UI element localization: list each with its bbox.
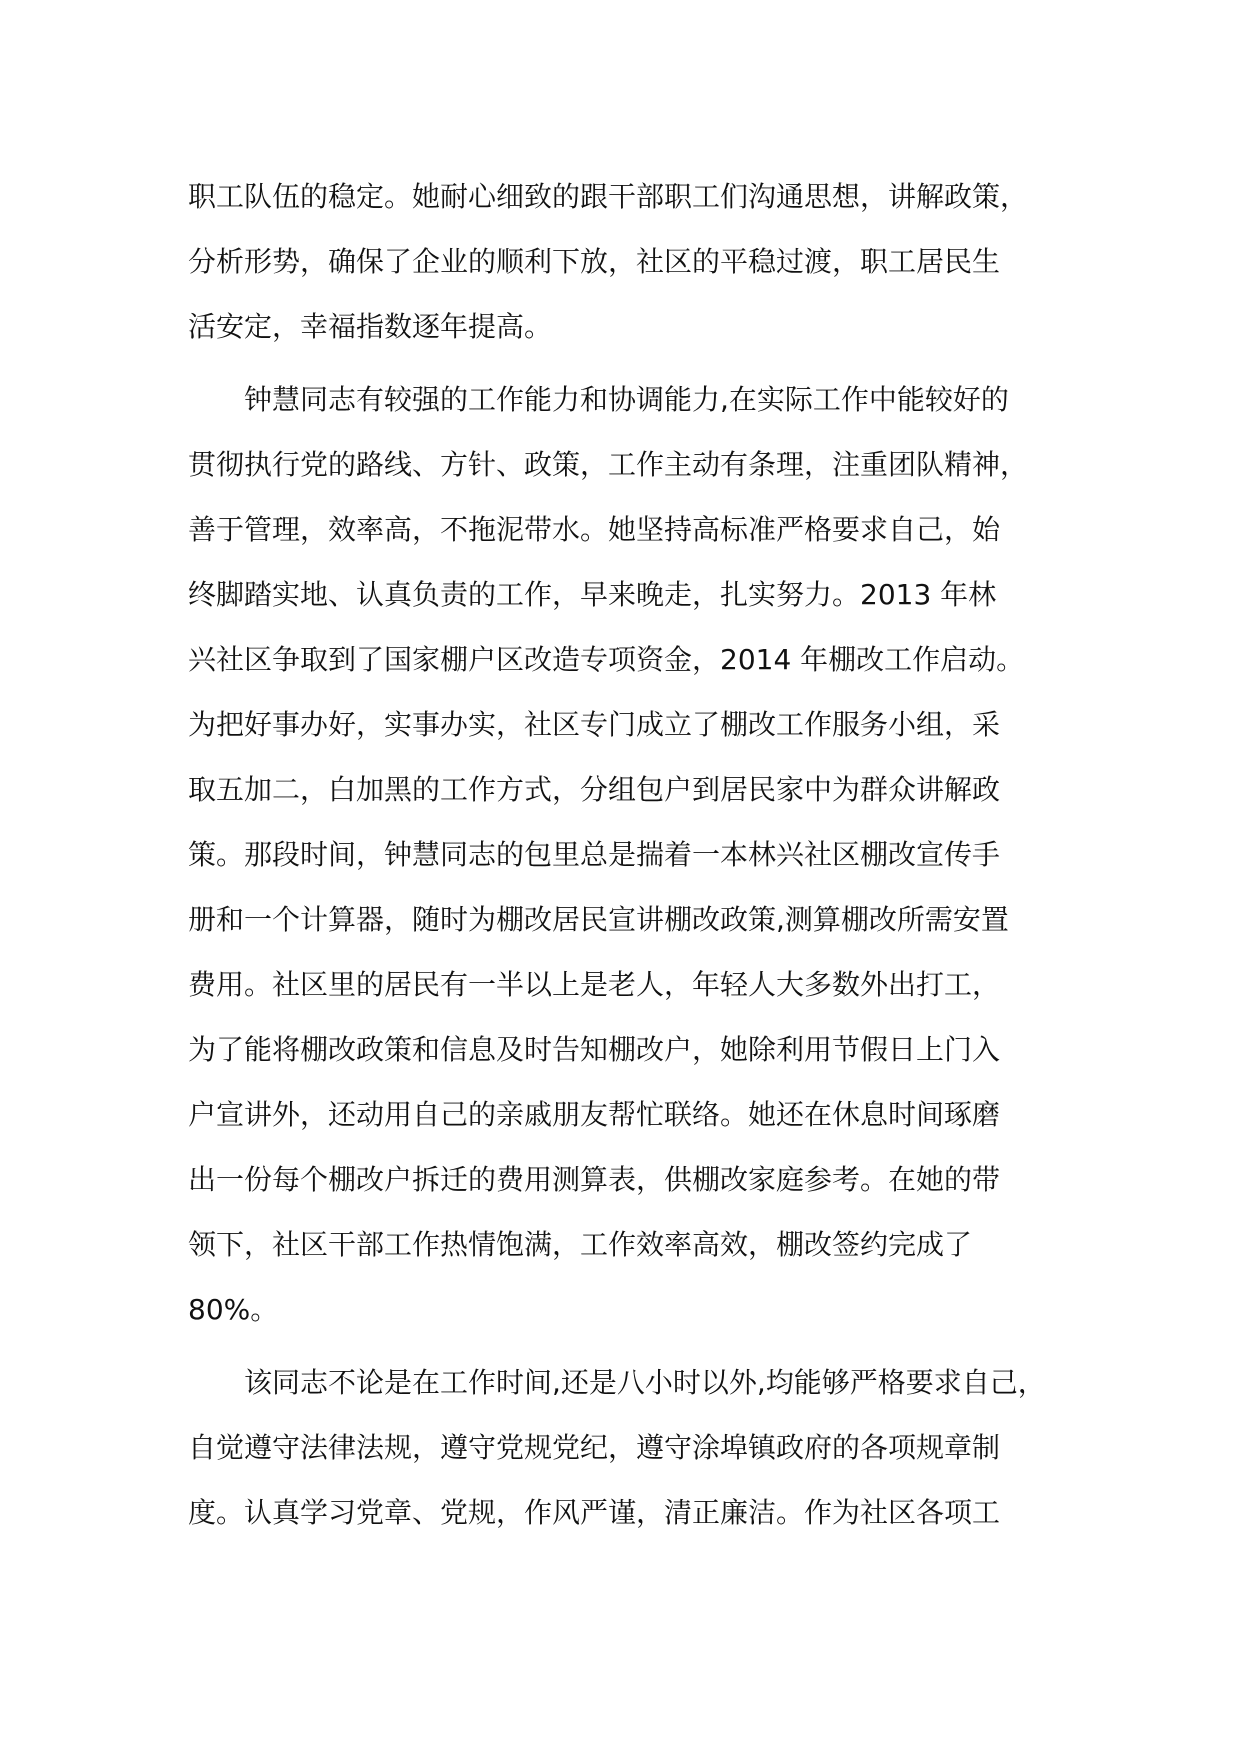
paragraph-2: [188, 375, 1088, 1350]
text-line: 活安定，幸福指数逐年提高。: [188, 310, 553, 343]
text-line: 为把好事办好，实事办实，社区专门成立了棚改工作服务小组，采: [188, 708, 1001, 741]
text-line: 善于管理，效率高，不拖泥带水。她坚持高标准严格要求自己，始: [188, 513, 1001, 546]
text-line: 职工队伍的稳定。她耐心细致的跟干部职工们沟通思想，讲解政策，: [188, 180, 1029, 213]
text-line: 户宣讲外，还动用自己的亲戚朋友帮忙联络。她还在休息时间琢磨: [188, 1098, 1001, 1131]
text-line: 80%。: [188, 1293, 279, 1326]
text-line: 兴社区争取到了国家棚户区改造专项资金，2014 年棚改工作启动。: [188, 643, 1025, 676]
text-line: 册和一个计算器，随时为棚改居民宣讲棚改政策,测算棚改所需安置: [188, 903, 1009, 936]
text-line: 取五加二，白加黑的工作方式，分组包户到居民家中为群众讲解政: [188, 773, 1001, 806]
text-line: 度。认真学习党章、党规，作风严谨，清正廉洁。作为社区各项工: [188, 1496, 1001, 1529]
text-line: 费用。社区里的居民有一半以上是老人，年轻人大多数外出打工，: [188, 968, 1001, 1001]
text-line: 分析形势，确保了企业的顺利下放，社区的平稳过渡，职工居民生: [188, 245, 1001, 278]
text-line: 贯彻执行党的路线、方针、政策，工作主动有条理，注重团队精神，: [188, 448, 1029, 481]
text-line: 领下，社区干部工作热情饱满，工作效率高效，棚改签约完成了: [188, 1228, 973, 1261]
text-line: 策。那段时间，钟慧同志的包里总是揣着一本林兴社区棚改宣传手: [188, 838, 1001, 871]
body-text: [188, 172, 1088, 1553]
paragraph-3: [188, 1358, 1088, 1553]
paragraph-spacer: [188, 367, 1088, 375]
text-line: 终脚踏实地、认真负责的工作，早来晚走，扎实努力。2013 年林: [188, 578, 997, 611]
text-line: 自觉遵守法律法规，遵守党规党纪，遵守涂埠镇政府的各项规章制: [188, 1431, 1001, 1464]
text-line: 钟慧同志有较强的工作能力和协调能力,在实际工作中能较好的: [244, 383, 1009, 416]
paragraph-spacer: [188, 1350, 1088, 1358]
text-line: 为了能将棚改政策和信息及时告知棚改户，她除利用节假日上门入: [188, 1033, 1001, 1066]
paragraph-1: [188, 172, 1088, 367]
text-line: 该同志不论是在工作时间,还是八小时以外,均能够严格要求自己，: [244, 1366, 1046, 1399]
text-line: 出一份每个棚改户拆迁的费用测算表，供棚改家庭参考。在她的带: [188, 1163, 1001, 1196]
